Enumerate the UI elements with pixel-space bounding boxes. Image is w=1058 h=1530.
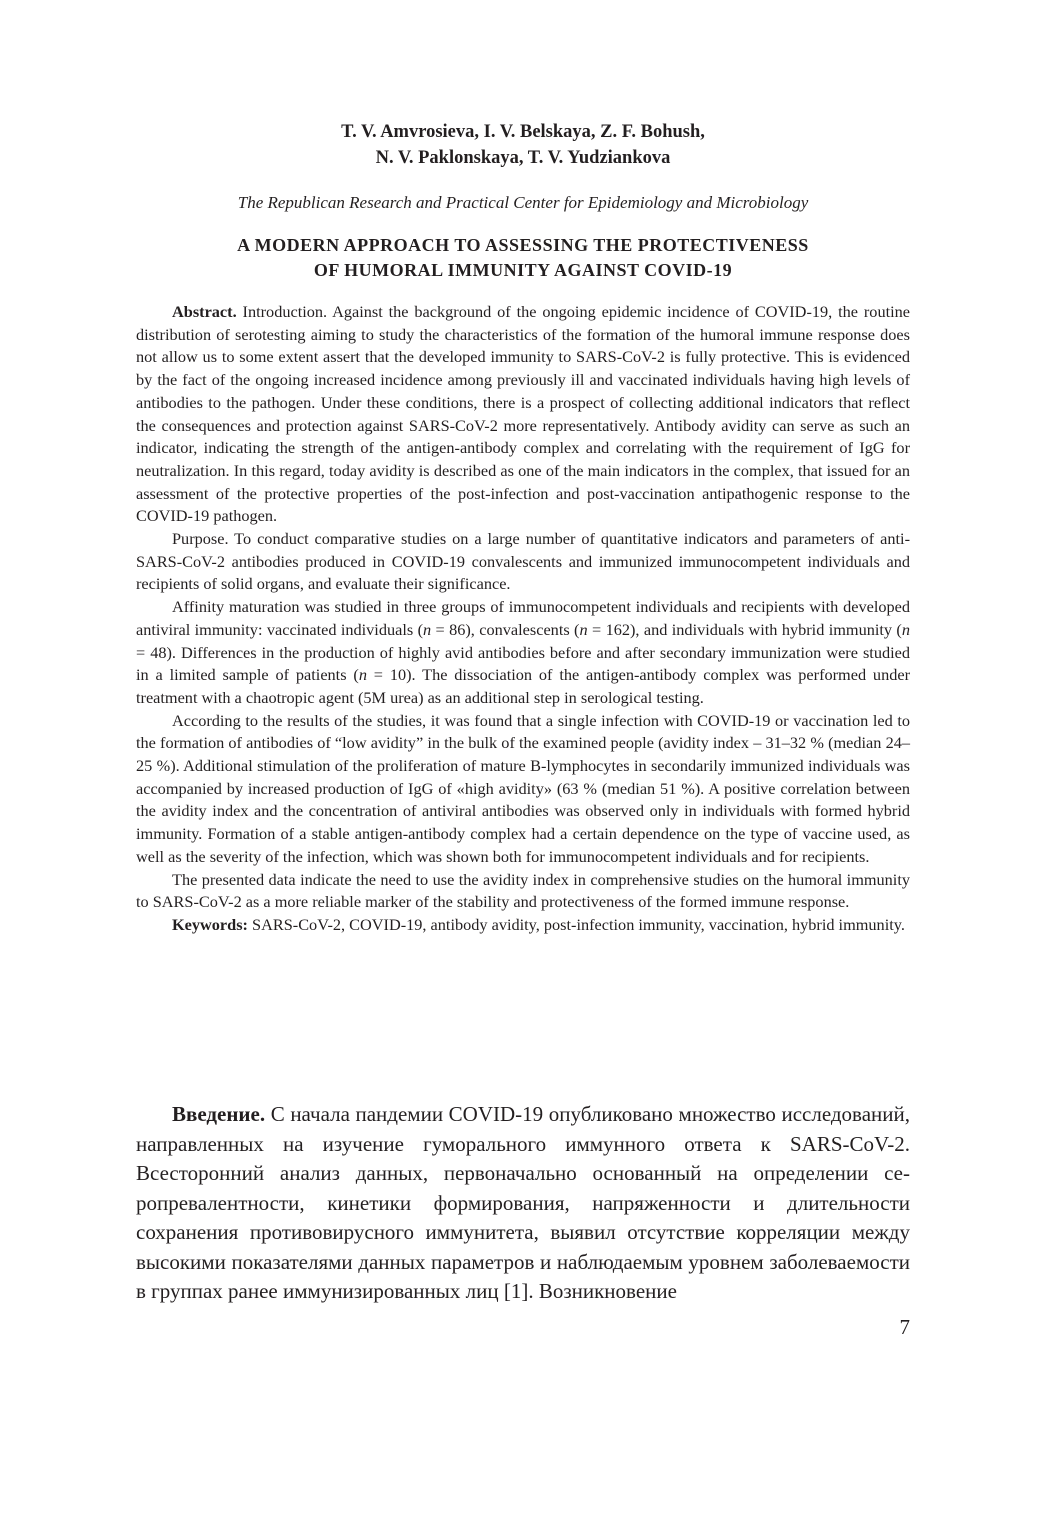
abstract-paragraph-5: The presented data indicate the need to use the avidity index in comprehensive studies on the humoral immunity to SARS-CoV-2 as a more reliable marker of the stability and protectiveness of the formed immune response. [136,869,910,912]
abstract-p3-part-e: = 10). The dissociation of the antigen-antibody complex was performed under treatment with a chaotropic agent (5M urea) as an additional step in serological testing. [136,665,910,707]
abstract-introduction-text: Introduction. Against the background of the ongoing epidemic incidence of COVID-19, the routine distribution of serotesting aiming to study the characteristics of the formation of the humoral immune response does not allow us to some extent assert that the developed immunity to SARS-CoV-2 is fully protective. This is evidenced by the fact of the ongoing increased incidence among previously ill and vaccinated individuals having high levels of antibodies to the pathogen. Under these conditions, there is a prospect of collecting additional indicators that reflect the consequences and protection against SARS-CoV-2 more representatively. Antibody avidity can serve as such an indicator, indicating the strength of the antigen-antibody complex and correlating with the requirement of IgG for neutralization. In this regard, today avidity is described as one of the main indicators in the complex, that issued for an assessment of the protective properties of the post-infection and post-vaccination antipathogenic response to the COVID-19 pathogen. [136,302,910,526]
abstract-p3-part-d: = 48). Differences in the production of highly avid antibodies before and after secondary immunization were studied in a limited sample of patients ( [136,642,910,685]
article-title [136,233,910,283]
introduction-label: Введение. [172,1102,266,1126]
abstract-paragraph-1 [136,301,910,528]
authors [136,119,910,171]
introduction-section [136,1100,910,1307]
n-symbol: n [423,619,432,639]
abstract-paragraph-2: Purpose. To conduct comparative studies on a large number of quantitative indicators and parameters of anti-SARS-CoV-2 antibodies produced in COVID-19 convalescents and immunized immunocompetent individuals and recipients of solid organs, and evaluate their significance. [136,529,910,594]
n-symbol: n [579,619,588,639]
n-symbol: n [358,665,367,685]
abstract-paragraph-4: According to the results of the studies, it was found that a single infection with COVID-19 or vaccination led to the formation of antibodies of “low avidity” in the bulk of the examined people (avidity index – 31–32 % (median 24–25 %). Additional stimulation of the proliferation of mature B-lymphocytes in secondarily immunized individuals was accompanied by increased production of IgG of «high avidity» (63 % (median 51 %). A positive correlation between the avidity index and the concentration of antiviral antibodies was observed only in individuals with formed hybrid immunity. Formation of a stable antigen-antibody complex had a certain dependence on the type of vaccine used, as well as the severity of the infection, which was shown both for immunocompetent individuals and for recipients. [136,710,910,866]
page-number: 7 [899,1315,910,1339]
abstract-label: Abstract. [172,302,237,321]
abstract-paragraph-3 [136,596,910,710]
abstract-p3-part-a: Affinity maturation was studied in three groups of immunocompetent individuals and recipients with developed antiviral immunity: vaccinated individuals ( [136,597,910,639]
introduction-paragraph [136,1100,910,1307]
title-line-2: OF HUMORAL IMMUNITY AGAINST COVID-19 [313,260,733,280]
keywords-label: Keywords: [172,914,248,934]
introduction-text: С начала пандемии COVID-19 опубликовано множество исследований, направленных на изучение гуморального иммунного ответа к SARS-CoV-2. Всесторонний анализ данных, первоначально основанный на определении серопревалентности, кинетики формирования, напряженности и длительности сохранения противовирусного иммунитета, выявил отсутствие корреляции между высокими показателями данных параметров и наблюдаемым уровнем заболеваемости в группах ранее иммунизированных лиц [1]. Возникновение [136,1102,910,1303]
authors-line-2: N. V. Paklonskaya, T. V. Yudziankova [375,148,671,168]
keywords-text: SARS-CoV-2, COVID-19, antibody avidity, post-infection immunity, vaccination, hybrid immunity. [247,914,905,934]
affiliation: The Republican Research and Practical Center for Epidemiology and Microbiology [237,193,809,212]
keywords [136,914,910,937]
abstract-p3-part-b: = 86), convalescents ( [431,619,580,639]
title-line-1: A MODERN APPROACH TO ASSESSING THE PROTECTIVENESS [237,235,809,255]
n-symbol: n [901,619,910,639]
abstract [136,301,910,937]
authors-line-1: T. V. Amvrosieva, I. V. Belskaya, Z. F. Bohush, [341,122,705,142]
abstract-p3-part-c: = 162), and individuals with hybrid immunity ( [587,619,902,639]
